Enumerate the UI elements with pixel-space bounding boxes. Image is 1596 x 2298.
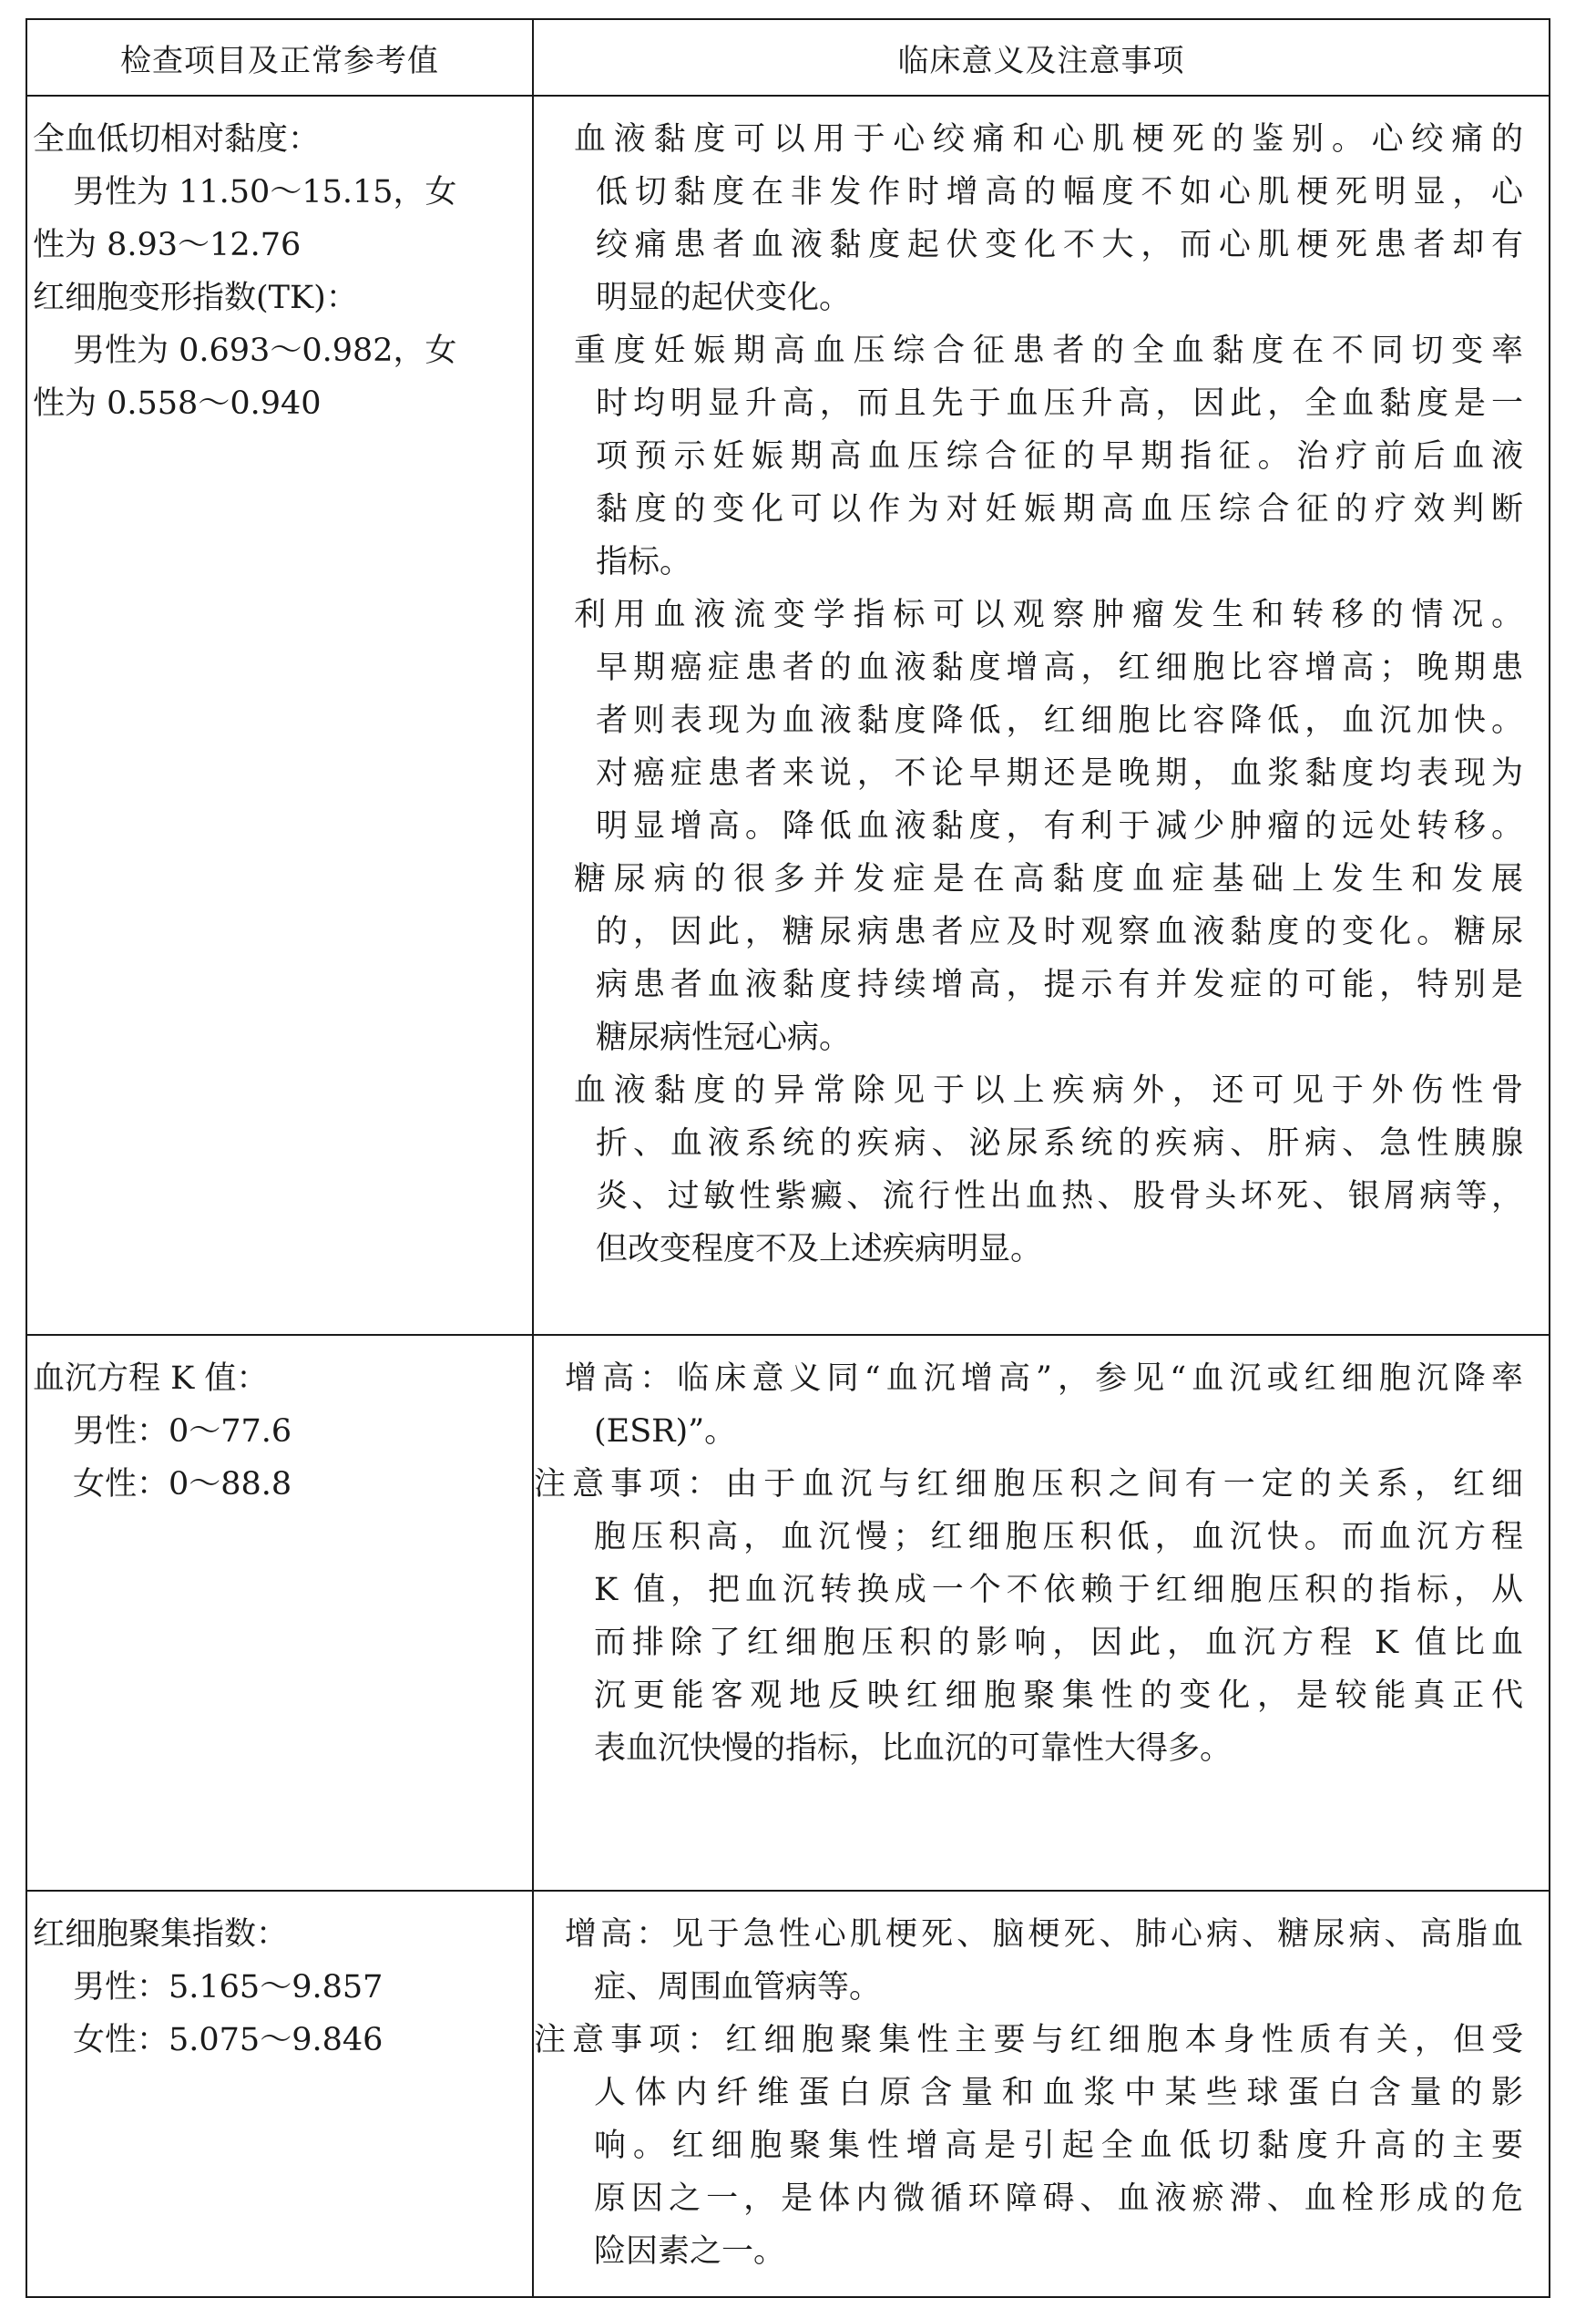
text-line: 原因之一，是体内微循环障碍、血液瘀滞、血栓形成的危 [594, 2180, 1523, 2217]
reference-table [26, 18, 1550, 2298]
text-line: 注意事项：由于血沉与红细胞压积之间有一定的关系，红细 [534, 1466, 1523, 1503]
text-line: 者则表现为血液黏度降低，红细胞比容降低，血沉加快。 [596, 703, 1523, 739]
column-header-significance: 临床意义及注意事项 [533, 19, 1550, 96]
paragraph-increase [534, 1908, 1523, 2014]
text-line: 明显的起伏变化。 [596, 280, 852, 316]
reference-values-cell [26, 1335, 533, 1891]
text-line: 糖尿病的很多并发症是在高黏度血症基础上发生和发展 [574, 861, 1523, 898]
reference-values-cell [26, 1891, 533, 2297]
text-line: 对癌症患者来说，不论早期还是晚期，血浆黏度均表现为 [596, 755, 1523, 792]
table-row [26, 96, 1550, 1335]
text-line: 低切黏度在非发作时增高的幅度不如心肌梗死明显，心 [596, 174, 1523, 210]
text-line: 利用血液流变学指标可以观察肿瘤发生和转移的情况。 [574, 597, 1523, 633]
item-title: 红细胞变形指数(TK)： [33, 280, 358, 316]
text-line: 早期癌症患者的血液黏度增高，红细胞比容增高；晚期患 [596, 650, 1523, 686]
text-line: 糖尿病性冠心病。 [596, 1020, 852, 1056]
item-title: 全血低切相对黏度： [33, 121, 321, 158]
text-line: 胞压积高，血沉慢；红细胞压积低，血沉快。而血沉方程 [594, 1519, 1523, 1555]
reference-values-cell [26, 96, 533, 1335]
item-title: 红细胞聚集指数： [33, 1916, 289, 1953]
text-line: 时均明显升高，而且先于血压升高，因此，全血黏度是一 [596, 385, 1523, 422]
text-line: 症、周围血管病等。 [594, 1969, 882, 2006]
table-row [26, 1335, 1550, 1891]
text-line: 人体内纤维蛋白原含量和血浆中某些球蛋白含量的影 [594, 2075, 1523, 2111]
text-line: 的，因此，糖尿病患者应及时观察血液黏度的变化。糖尿 [596, 914, 1523, 950]
reference-value-line: 男性为 11.50～15.15，女 [73, 174, 457, 210]
column-header-items: 检查项目及正常参考值 [26, 19, 533, 96]
paragraph-increase [534, 1352, 1523, 1458]
reference-value-line: 男性为 0.693～0.982，女 [73, 333, 457, 369]
text-line: 险因素之一。 [594, 2233, 786, 2270]
paragraph-notes [534, 2014, 1523, 2278]
text-line: 折、血液系统的疾病、泌尿系统的疾病、肝病、急性胰腺 [596, 1125, 1523, 1162]
text-line: 血液黏度的异常除见于以上疾病外，还可见于外伤性骨 [574, 1072, 1523, 1109]
clinical-significance-cell [533, 1335, 1550, 1891]
text-line: 项预示妊娠期高血压综合征的早期指征。治疗前后血液 [596, 438, 1523, 475]
paragraph [534, 1064, 1523, 1276]
paragraph [534, 324, 1523, 589]
text-line: 沉更能客观地反映红细胞聚集性的变化，是较能真正代 [594, 1677, 1523, 1714]
text-line: (ESR)”。 [594, 1413, 737, 1450]
text-line: 注意事项：红细胞聚集性主要与红细胞本身性质有关，但受 [534, 2022, 1523, 2058]
paragraph [534, 589, 1523, 853]
text-line: 但改变程度不及上述疾病明显。 [596, 1231, 1043, 1267]
paragraph-notes [534, 1458, 1523, 1775]
text-line: 响。红细胞聚集性增高是引起全血低切黏度升高的主要 [594, 2128, 1523, 2164]
clinical-significance-cell [533, 96, 1550, 1335]
reference-value-line: 性为 8.93～12.76 [33, 227, 302, 263]
reference-value-line: 男性：5.165～9.857 [73, 1969, 384, 2006]
table-row [26, 1891, 1550, 2297]
text-line: 明显增高。降低血液黏度，有利于减少肿瘤的远处转移。 [596, 808, 1523, 845]
paragraph [534, 113, 1523, 324]
text-line: 黏度的变化可以作为对妊娠期高血压综合征的疗效判断 [596, 491, 1523, 528]
reference-value-line: 女性：0～88.8 [73, 1466, 292, 1503]
item-title: 血沉方程 K 值： [33, 1360, 269, 1397]
clinical-significance-cell [533, 1891, 1550, 2297]
reference-value-line: 男性：0～77.6 [73, 1413, 292, 1450]
text-line: 血液黏度可以用于心绞痛和心肌梗死的鉴别。心绞痛的 [574, 121, 1523, 158]
text-line: 绞痛患者血液黏度起伏变化不大，而心肌梗死患者却有 [596, 227, 1523, 263]
text-line: 指标。 [596, 544, 692, 580]
reference-value-line: 女性：5.075～9.846 [73, 2022, 384, 2058]
text-line: K 值，把血沉转换成一个不依赖于红细胞压积的指标，从 [594, 1572, 1523, 1608]
text-line: 增高：临床意义同“血沉增高”，参见“血沉或红细胞沉降率 [565, 1360, 1523, 1397]
text-line: 重度妊娠期高血压综合征患者的全血黏度在不同切变率 [574, 333, 1523, 369]
text-line: 表血沉快慢的指标，比血沉的可靠性大得多。 [594, 1730, 1233, 1767]
text-line: 增高：见于急性心肌梗死、脑梗死、肺心病、糖尿病、高脂血 [565, 1916, 1523, 1953]
reference-value-line: 性为 0.558～0.940 [33, 385, 322, 422]
text-line: 病患者血液黏度持续增高，提示有并发症的可能，特别是 [596, 967, 1523, 1003]
paragraph [534, 853, 1523, 1064]
text-line: 炎、过敏性紫癜、流行性出血热、股骨头坏死、银屑病等， [596, 1178, 1523, 1215]
table-header-row [26, 19, 1550, 96]
text-line: 而排除了红细胞压积的影响，因此，血沉方程 K 值比血 [594, 1625, 1523, 1661]
